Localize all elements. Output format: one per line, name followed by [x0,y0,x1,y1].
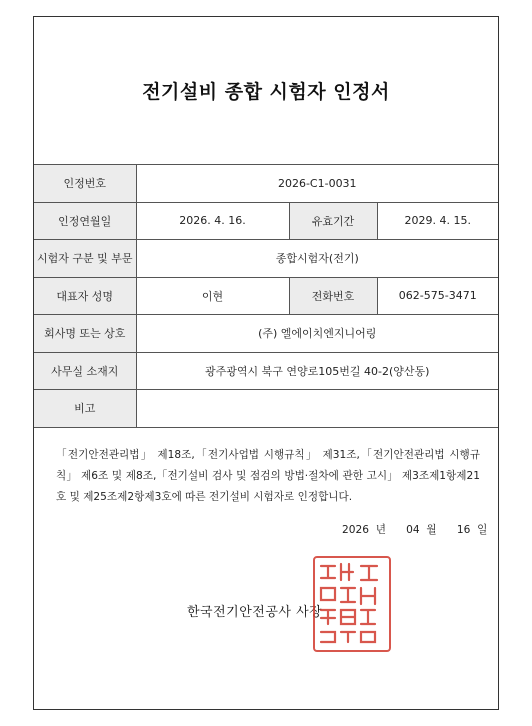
cert-date-value: 2026. 4. 16. [136,202,289,240]
division-label: 시험자 구분 및 부문 [34,240,136,278]
phone-value: 062-575-3471 [377,277,498,315]
company-value: (주) 엘에이치엔지니어링 [136,315,498,353]
rep-label: 대표자 성명 [34,277,136,315]
document-title: 전기설비 종합 시험자 인정서 [142,81,390,103]
certificate-frame [33,16,499,710]
row-cert-no [34,165,498,203]
issue-year-unit: 년 [375,524,386,536]
row-remarks [34,390,498,428]
remarks-value [136,390,498,428]
company-label: 회사명 또는 상호 [34,315,136,353]
cert-date-label: 인정연월일 [34,202,136,240]
row-representative [34,277,498,315]
issue-date [342,522,487,537]
row-company [34,315,498,353]
issue-day: 16 [456,524,471,536]
cert-no-label: 인정번호 [34,165,136,203]
issue-month: 04 [406,524,420,536]
remarks-label: 비고 [34,390,136,428]
row-cert-date [34,202,498,240]
division-value: 종합시험자(전기) [136,240,498,278]
row-office [34,352,498,390]
issuer-name: 한국전기안전공사 사장 [187,605,323,620]
cert-no-value: 2026-C1-0031 [136,165,498,203]
seal-mark-icon [315,558,385,646]
row-division [34,240,498,278]
valid-value: 2029. 4. 15. [377,202,498,240]
issue-day-unit: 일 [477,524,488,536]
phone-label: 전화번호 [289,277,377,315]
office-value: 광주광역시 북구 연양로105번길 40-2(양산동) [136,352,498,390]
official-seal-stamp [313,556,391,652]
valid-label: 유효기간 [289,202,377,240]
certificate-info-table [34,164,498,428]
issue-year: 2026 [342,524,369,536]
rep-value: 이현 [136,277,289,315]
office-label: 사무실 소재지 [34,352,136,390]
legal-statement: 「전기안전관리법」 제18조,「전기사업법 시행규칙」 제31조,「전기안전관리법 시행규칙」 제6조 및 제8조,「전기설비 검사 및 점검의 방법·절차에 관한 고시」 제3조제1항제21호 및 제25조제2항제3호에 따른 전기설비 시험자로 인정합니다. [56,449,480,503]
issue-month-unit: 월 [426,524,437,536]
